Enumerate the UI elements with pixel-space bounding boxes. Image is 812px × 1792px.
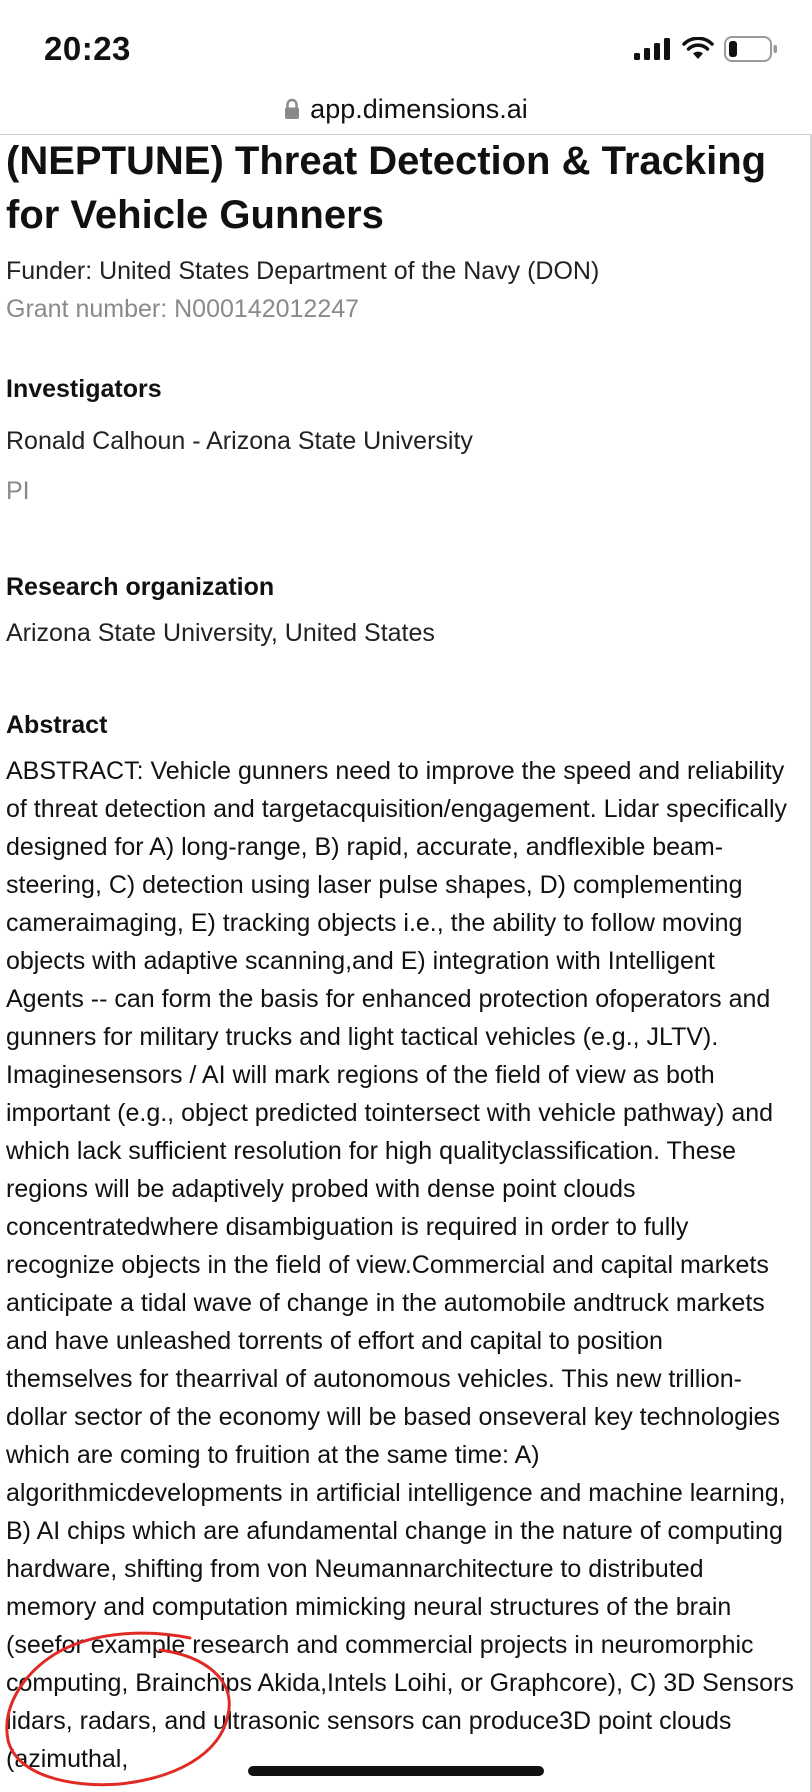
status-time: 20:23 [44,30,131,67]
funder-line: Funder: United States Department of the Navy (DON) [6,257,600,285]
investigator-role: PI [6,477,30,505]
address-url[interactable]: app.dimensions.ai [310,93,528,124]
home-indicator[interactable] [248,1766,544,1776]
grant-title: (NEPTUNE) Threat Detection & Tracking for Vehicle Gunners [6,139,767,237]
abstract-heading: Abstract [6,711,108,739]
grant-detail [6,134,796,1778]
grant-number: Grant number: N000142012247 [6,295,360,323]
research-organization-heading: Research organization [6,573,275,601]
address-bar[interactable] [0,84,812,134]
lock-icon [284,98,300,120]
battery-icon [724,36,778,62]
status-bar [0,0,812,88]
wifi-icon [682,37,714,61]
investigators-heading: Investigators [6,375,162,403]
cellular-signal-icon [634,38,672,60]
research-organization-value[interactable]: Arizona State University, United States [6,619,435,647]
status-icons [634,36,778,62]
investigator-name[interactable]: Ronald Calhoun - Arizona State University [6,427,473,455]
abstract-text: ABSTRACT: Vehicle gunners need to improve the speed and reliability of threat detection and targetacquisition/engagement. Lidar specifically designed for A) long-range, B) rapid, accurate, andflexible beam-steering, C) detection using laser pulse shapes, D) complementing cameraimaging, E) tracking objects i.e., the ability to follow moving objects with adaptive scanning,and E) integration with Intelligent Agents -- can form the basis for enhanced protection ofoperators and gunners for military trucks and light tactical vehicles (e.g., JLTV). Imaginesensors / AI will mark regions of the field of view as both important (e.g., object predicted tointersect with vehicle pathway) and which lack sufficient resolution for high qualityclassification. These regions will be adaptively probed with dense point clouds concentratedwhere disambiguation is required in order to fully recognize objects in the field of view.Commercial and capital markets anticipate a tidal wave of change in the automobile andtruck markets and have unleashed torrents of effort and capital to position themselves for thearrival of autonomous vehicles. This new trillion-dollar sector of the economy will be based onseveral key technologies which are coming to fruition at the same time: A) algorithmicdevelopments in artificial intelligence and machine learning, B) AI chips which are afundamental change in the nature of computing hardware, shifting from von Neumannarchitecture to distributed memory and computation mimicking neural structures of the brain (seefor example research and commercial projects in neuromorphic computing, Brainchips Akida,Intels Loihi, or Graphcore), C) 3D Sensors lidars, radars, and ultrasonic sensors can produce3D point clouds (azimuthal, [6,757,794,1773]
